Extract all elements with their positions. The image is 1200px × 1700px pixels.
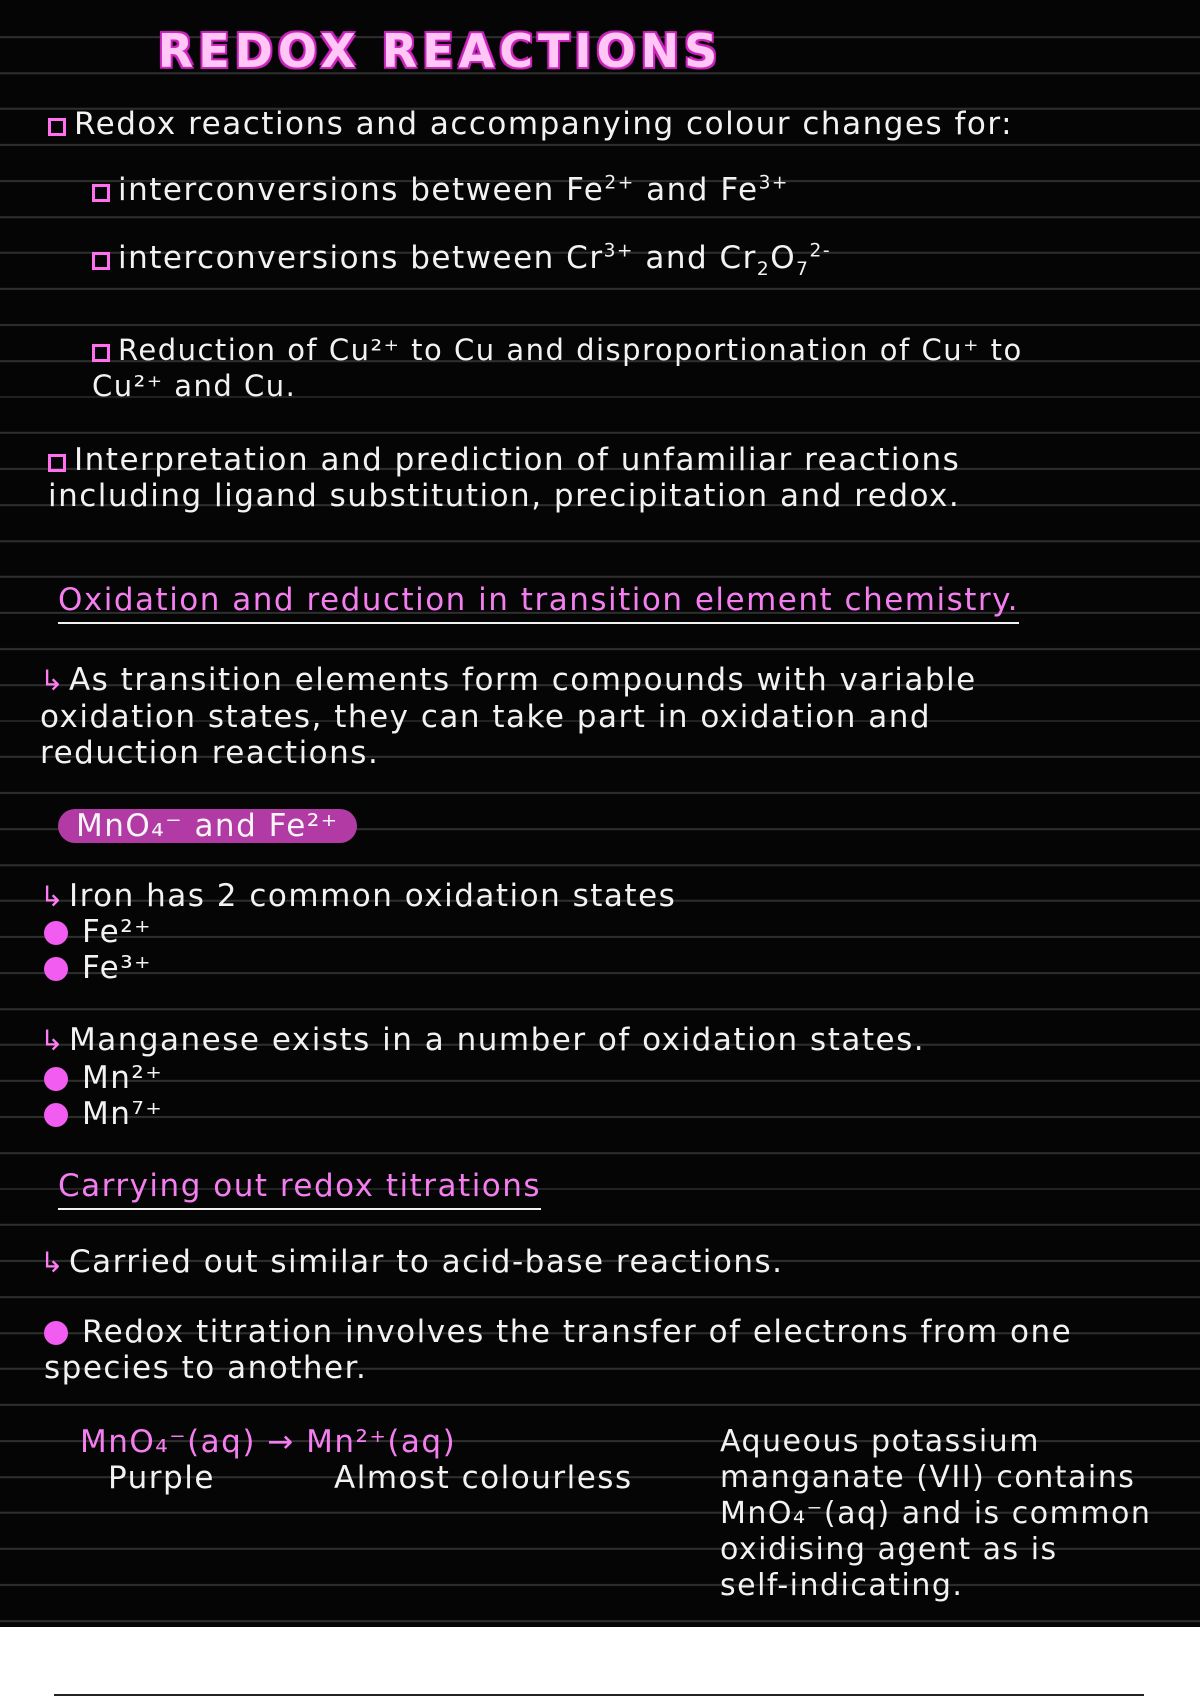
iron-intro: ↳ Iron has 2 common oxidation states [40, 878, 677, 914]
checklist-sub-fe: interconversions between $Fe^{2+}$ and $Fe^{3+}$ [92, 172, 789, 208]
arrow-icon: ↳ [40, 1246, 65, 1279]
section-heading-oxidation: Oxidation and reduction in transition element chemistry. [58, 582, 1019, 624]
list-item: Fe²⁺ [44, 914, 152, 950]
bottom-divider [54, 1694, 1144, 1696]
checklist-item-redox [48, 106, 1013, 142]
list-item: Fe³⁺ [44, 950, 152, 986]
bullet-icon [44, 1067, 68, 1091]
bullet-icon [44, 1321, 68, 1345]
checkbox-icon[interactable] [92, 184, 110, 202]
list-item: Mn⁷⁺ [44, 1096, 163, 1132]
arrow-icon: ↳ [40, 1024, 65, 1057]
label-purple: Purple [108, 1460, 215, 1496]
label-colourless: Almost colourless [334, 1460, 633, 1496]
redox-equation: MnO₄⁻(aq) → Mn²⁺(aq) [80, 1424, 457, 1460]
titration-similar: ↳ Carried out similar to acid-base reactions. [40, 1244, 784, 1280]
checkbox-icon[interactable] [92, 344, 110, 362]
manganese-state-list [44, 1060, 163, 1132]
subheading-mno4-fe: MnO₄⁻ and Fe²⁺ [58, 808, 357, 844]
bullet-icon [44, 1103, 68, 1127]
bullet-icon [44, 921, 68, 945]
arrow-icon: ↳ [40, 880, 65, 913]
checkbox-icon[interactable] [48, 454, 66, 472]
checklist-sub-cr: interconversions between $Cr^{3+}$ and $Cr_2O_7^{2-}$ [92, 240, 831, 276]
section1-paragraph: ↳ As transition elements form compounds with variable oxidation states, they can take part in oxidation and reduction reactions. [40, 662, 977, 771]
list-item: Mn²⁺ [44, 1060, 163, 1096]
iron-state-list [44, 914, 152, 986]
page-title: REDOX REACTIONS [157, 24, 723, 78]
checkbox-icon[interactable] [48, 118, 66, 136]
manganese-intro: ↳ Manganese exists in a number of oxidation states. [40, 1022, 926, 1058]
checkbox-icon[interactable] [92, 252, 110, 270]
titration-bullet: Redox titration involves the transfer of electrons from one species to another. [44, 1314, 1073, 1386]
section-heading-titrations: Carrying out redox titrations [58, 1168, 541, 1210]
bullet-icon [44, 957, 68, 981]
checklist-sub-cu: Reduction of Cu²⁺ to Cu and disproportionation of Cu⁺ to Cu²⁺ and Cu. [92, 333, 1023, 403]
checklist-item-interpretation: Interpretation and prediction of unfamiliar reactions including ligand substitution, precipitation and redox. [48, 442, 961, 514]
checklist-text: Redox reactions and accompanying colour changes for: [74, 106, 1014, 142]
arrow-icon: ↳ [40, 664, 65, 697]
note-potassium-manganate: Aqueous potassium manganate (VII) contains MnO₄⁻(aq) and is common oxidising agent as is self-indicating. [720, 1424, 1152, 1603]
